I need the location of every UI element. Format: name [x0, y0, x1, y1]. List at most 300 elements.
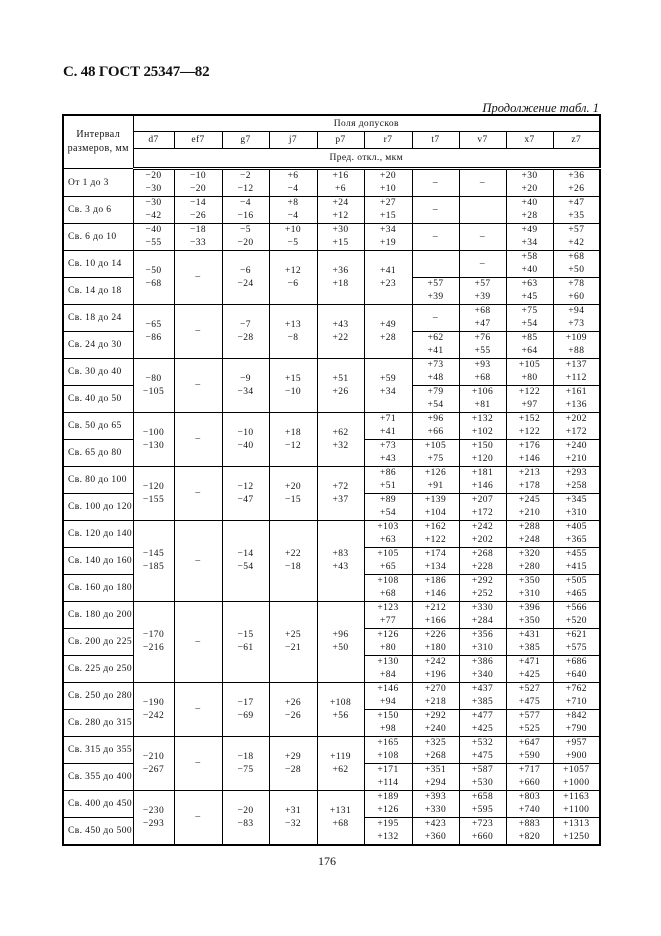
lower-deviation: −5	[287, 238, 299, 248]
lower-deviation: +64	[521, 346, 538, 356]
upper-deviation: −10	[189, 171, 207, 181]
interval-label: Св. 50 до 65	[63, 413, 133, 440]
cell-v7	[459, 251, 506, 278]
lower-deviation: +252	[471, 589, 494, 599]
upper-deviation: +139	[424, 495, 447, 505]
cell-z7	[553, 737, 600, 764]
upper-deviation: +162	[424, 522, 447, 532]
upper-deviation: +122	[518, 387, 541, 397]
cell-t7	[412, 656, 459, 683]
cell-p7	[317, 305, 364, 359]
lower-deviation: +112	[565, 373, 587, 383]
cell-t7	[412, 197, 459, 224]
upper-deviation: −18	[189, 225, 207, 235]
upper-deviation: +330	[471, 603, 494, 613]
cell-p7	[317, 602, 364, 683]
lower-deviation: −75	[237, 764, 254, 775]
lower-deviation: +50	[568, 265, 585, 275]
cell-z7	[553, 440, 600, 467]
cell-z7	[553, 629, 600, 656]
lower-deviation: +50	[332, 643, 349, 653]
upper-deviation: +658	[471, 792, 494, 802]
column-header-z7: z7	[553, 132, 600, 149]
lower-deviation: +365	[565, 535, 587, 545]
cell-v7	[459, 359, 506, 386]
cell-r7	[364, 467, 412, 494]
lower-deviation: +350	[518, 616, 541, 626]
lower-deviation: −61	[237, 643, 254, 653]
upper-deviation: +437	[471, 684, 494, 694]
lower-deviation: +40	[521, 265, 538, 275]
upper-deviation: +245	[518, 495, 541, 505]
lower-deviation: −10	[284, 386, 302, 397]
lower-deviation: +12	[332, 211, 349, 221]
upper-deviation: +105	[424, 441, 447, 451]
cell-t7	[412, 169, 459, 197]
lower-deviation: +10	[379, 184, 397, 194]
upper-deviation: +62	[427, 333, 444, 343]
upper-deviation: +105	[518, 360, 541, 370]
lower-deviation: −130	[142, 440, 165, 451]
lower-deviation: −16	[237, 211, 254, 221]
upper-deviation: +957	[565, 738, 587, 748]
table-row	[63, 602, 600, 629]
upper-deviation: +108	[329, 697, 352, 708]
interval-label: Св. 40 до 50	[63, 386, 133, 413]
upper-deviation: +105	[377, 549, 399, 559]
interval-label: Св. 65 до 80	[63, 440, 133, 467]
lower-deviation: −40	[237, 440, 254, 451]
cell-r7	[364, 359, 412, 413]
upper-deviation: +1313	[563, 819, 590, 829]
lower-deviation: +120	[471, 454, 494, 464]
cell-r7	[364, 494, 412, 521]
upper-deviation: +8	[287, 198, 299, 208]
lower-deviation: +108	[377, 751, 399, 761]
cell-g7	[222, 413, 269, 467]
upper-deviation: +292	[424, 711, 447, 721]
page-number: 176	[318, 854, 336, 868]
lower-deviation: +310	[518, 589, 541, 599]
lower-deviation: +595	[471, 805, 494, 815]
lower-deviation: +62	[332, 764, 349, 775]
lower-deviation: +60	[568, 292, 585, 302]
lower-deviation: −4	[287, 184, 299, 194]
lower-deviation: −28	[237, 332, 254, 343]
lower-deviation: +34	[521, 238, 538, 248]
lower-deviation: +310	[471, 643, 494, 653]
lower-deviation: −28	[284, 764, 302, 775]
cell-z7	[553, 305, 600, 332]
upper-deviation: +242	[424, 657, 447, 667]
upper-deviation: +842	[565, 711, 587, 721]
lower-deviation: +122	[424, 535, 447, 545]
cell-j7	[269, 521, 317, 602]
upper-deviation: +20	[379, 171, 397, 181]
upper-deviation: +57	[474, 279, 491, 289]
lower-deviation: +146	[518, 454, 541, 464]
lower-deviation: −21	[284, 643, 302, 653]
upper-deviation: +75	[521, 306, 538, 316]
cell-ef7	[174, 467, 222, 521]
upper-deviation: −18	[237, 751, 254, 762]
lower-deviation: +258	[565, 481, 587, 491]
table-row	[63, 791, 600, 818]
upper-deviation: +195	[377, 819, 399, 829]
interval-label: Св. 160 до 180	[63, 575, 133, 602]
upper-deviation: +57	[568, 225, 585, 235]
cell-j7	[269, 413, 317, 467]
cell-x7	[506, 656, 553, 683]
lower-deviation: +218	[424, 697, 447, 707]
cell-x7	[506, 332, 553, 359]
column-header-v7: v7	[459, 132, 506, 149]
interval-label: Св. 315 до 355	[63, 737, 133, 764]
upper-deviation: +150	[471, 441, 494, 451]
upper-deviation: +6	[287, 171, 299, 181]
cell-v7	[459, 818, 506, 846]
table-continuation-caption: Продолжение табл. 1	[482, 101, 599, 115]
lower-deviation: +98	[379, 724, 397, 734]
interval-label: От 1 до 3	[63, 169, 133, 197]
lower-deviation: +475	[471, 751, 494, 761]
column-header-t7: t7	[412, 132, 459, 149]
lower-deviation: −155	[142, 494, 165, 505]
lower-deviation: +385	[518, 643, 541, 653]
upper-deviation: −9	[240, 373, 251, 384]
upper-deviation: +293	[565, 468, 587, 478]
cell-g7	[222, 197, 269, 224]
upper-deviation: +212	[424, 603, 447, 613]
cell-z7	[553, 764, 600, 791]
cell-p7	[317, 251, 364, 305]
upper-deviation: +126	[377, 630, 399, 640]
table-row	[63, 467, 600, 494]
cell-d7	[133, 683, 174, 737]
cell-v7	[459, 169, 506, 197]
upper-deviation: −20	[145, 171, 162, 181]
cell-r7	[364, 305, 412, 359]
cell-g7	[222, 305, 269, 359]
upper-deviation: +150	[377, 711, 399, 721]
lower-deviation: +640	[565, 670, 587, 680]
upper-deviation: +325	[424, 738, 447, 748]
upper-deviation: +803	[518, 792, 541, 802]
upper-deviation: –	[432, 312, 439, 323]
lower-deviation: +1250	[563, 832, 590, 842]
lower-deviation: +660	[518, 778, 541, 788]
lower-deviation: +294	[424, 778, 447, 788]
cell-z7	[553, 386, 600, 413]
cell-g7	[222, 791, 269, 846]
upper-deviation: +94	[568, 306, 585, 316]
upper-deviation: +527	[518, 684, 541, 694]
cell-r7	[364, 548, 412, 575]
interval-label: Св. 250 до 280	[63, 683, 133, 710]
cell-r7	[364, 737, 412, 764]
upper-deviation: +36	[332, 265, 349, 276]
cell-t7	[412, 710, 459, 737]
column-header-d7: d7	[133, 132, 174, 149]
upper-deviation: –	[195, 636, 201, 647]
cell-z7	[553, 575, 600, 602]
lower-deviation: +210	[518, 508, 541, 518]
upper-deviation: +76	[474, 333, 491, 343]
upper-deviation: +109	[565, 333, 587, 343]
lower-deviation: +196	[424, 670, 447, 680]
upper-deviation: +242	[471, 522, 494, 532]
interval-label: Св. 200 до 225	[63, 629, 133, 656]
cell-v7	[459, 386, 506, 413]
cell-z7	[553, 197, 600, 224]
upper-deviation: +165	[377, 738, 399, 748]
cell-r7	[364, 575, 412, 602]
upper-deviation: +350	[518, 576, 541, 586]
lower-deviation: +284	[471, 616, 494, 626]
lower-deviation: −18	[284, 562, 302, 572]
cell-p7	[317, 224, 364, 251]
cell-t7	[412, 413, 459, 440]
upper-deviation: +131	[329, 805, 352, 816]
lower-deviation: +114	[377, 778, 399, 788]
lower-deviation: +425	[518, 670, 541, 680]
upper-deviation: +40	[521, 198, 538, 208]
cell-ef7	[174, 791, 222, 846]
upper-deviation: −230	[142, 805, 165, 816]
cell-t7	[412, 278, 459, 305]
lower-deviation: +340	[471, 670, 494, 680]
cell-x7	[506, 251, 553, 278]
lower-deviation: −33	[189, 238, 207, 248]
upper-deviation: +47	[568, 198, 585, 208]
lower-deviation: +790	[565, 724, 587, 734]
lower-deviation: −20	[189, 184, 207, 194]
cell-v7	[459, 494, 506, 521]
upper-deviation: −80	[145, 373, 162, 384]
lower-deviation: −4	[287, 211, 299, 221]
lower-deviation: +81	[474, 400, 491, 410]
lower-deviation: −15	[284, 494, 302, 505]
cell-t7	[412, 440, 459, 467]
upper-deviation: −2	[240, 171, 251, 181]
upper-deviation: +106	[471, 387, 494, 397]
upper-deviation: +96	[332, 630, 349, 640]
cell-j7	[269, 467, 317, 521]
upper-deviation: +471	[518, 657, 541, 667]
upper-deviation: +723	[471, 819, 494, 829]
upper-deviation: +189	[377, 792, 399, 802]
cell-ef7	[174, 521, 222, 602]
upper-deviation: +386	[471, 657, 494, 667]
lower-deviation: +122	[518, 427, 541, 437]
cell-x7	[506, 224, 553, 251]
cell-z7	[553, 278, 600, 305]
cell-z7	[553, 710, 600, 737]
lower-deviation: −6	[287, 278, 299, 289]
cell-x7	[506, 737, 553, 764]
upper-deviation: +20	[284, 481, 302, 492]
lower-deviation: +26	[332, 386, 349, 397]
interval-label: Св. 225 до 250	[63, 656, 133, 683]
cell-t7	[412, 305, 459, 332]
upper-deviation: +51	[332, 373, 349, 384]
upper-deviation: +431	[518, 630, 541, 640]
lower-deviation: −54	[237, 562, 254, 572]
table-row	[63, 197, 600, 224]
lower-deviation: −30	[145, 184, 162, 194]
cell-j7	[269, 305, 317, 359]
cell-z7	[553, 413, 600, 440]
lower-deviation: −293	[142, 818, 165, 829]
cell-t7	[412, 764, 459, 791]
cell-z7	[553, 169, 600, 197]
lower-deviation: +32	[332, 440, 349, 451]
upper-deviation: +1163	[563, 792, 590, 802]
lower-deviation: +88	[568, 346, 585, 356]
lower-deviation: +146	[424, 589, 447, 599]
cell-t7	[412, 818, 459, 846]
lower-deviation: +68	[474, 373, 491, 383]
interval-label: Св. 400 до 450	[63, 791, 133, 818]
cell-t7	[412, 602, 459, 629]
lower-deviation: +132	[377, 832, 399, 842]
upper-deviation: +883	[518, 819, 541, 829]
lower-deviation: +210	[565, 454, 587, 464]
upper-deviation: −145	[142, 549, 165, 559]
lower-deviation: +590	[518, 751, 541, 761]
upper-deviation: −100	[142, 427, 165, 438]
cell-t7	[412, 521, 459, 548]
cell-z7	[553, 332, 600, 359]
upper-deviation: +181	[471, 468, 494, 478]
upper-deviation: –	[432, 177, 439, 188]
lower-deviation: +43	[379, 454, 397, 464]
cell-x7	[506, 359, 553, 386]
cell-d7	[133, 224, 174, 251]
table-row	[63, 683, 600, 710]
cell-p7	[317, 737, 364, 791]
upper-deviation: −190	[142, 697, 165, 708]
upper-deviation: +587	[471, 765, 494, 775]
upper-deviation: +393	[424, 792, 447, 802]
cell-d7	[133, 791, 174, 846]
lower-deviation: +820	[518, 832, 541, 842]
table-row	[63, 521, 600, 548]
upper-deviation: +68	[474, 306, 491, 316]
cell-p7	[317, 169, 364, 197]
cell-d7	[133, 251, 174, 305]
cell-x7	[506, 440, 553, 467]
cell-p7	[317, 413, 364, 467]
cell-g7	[222, 251, 269, 305]
upper-deviation: +18	[284, 427, 302, 438]
interval-label: Св. 24 до 30	[63, 332, 133, 359]
upper-deviation: +213	[518, 468, 541, 478]
upper-deviation: −170	[142, 630, 165, 640]
interval-label: Св. 14 до 18	[63, 278, 133, 305]
lower-deviation: +41	[427, 346, 444, 356]
lower-deviation: +15	[332, 238, 349, 248]
cell-t7	[412, 629, 459, 656]
cell-v7	[459, 305, 506, 332]
cell-t7	[412, 224, 459, 251]
upper-deviation: −210	[142, 751, 165, 762]
cell-t7	[412, 494, 459, 521]
upper-deviation: +345	[565, 495, 587, 505]
upper-deviation: +10	[284, 225, 302, 235]
lower-deviation: +228	[471, 562, 494, 572]
lower-deviation: +77	[379, 616, 397, 626]
lower-deviation: +15	[379, 211, 397, 221]
cell-v7	[459, 224, 506, 251]
lower-deviation: +740	[518, 805, 541, 815]
cell-z7	[553, 602, 600, 629]
upper-deviation: +30	[332, 225, 349, 235]
upper-deviation: +93	[474, 360, 491, 370]
lower-deviation: +166	[424, 616, 447, 626]
upper-deviation: +132	[471, 414, 494, 424]
lower-deviation: +39	[474, 292, 491, 302]
upper-deviation: +103	[377, 522, 399, 532]
lower-deviation: +94	[379, 697, 397, 707]
lower-deviation: −20	[237, 238, 254, 248]
upper-deviation: +621	[565, 630, 587, 640]
upper-deviation: +15	[284, 373, 302, 384]
cell-p7	[317, 791, 364, 846]
lower-deviation: +530	[471, 778, 494, 788]
cell-x7	[506, 305, 553, 332]
lower-deviation: +22	[332, 332, 349, 343]
upper-deviation: +89	[379, 495, 397, 505]
upper-deviation: −50	[145, 265, 162, 276]
lower-deviation: +330	[424, 805, 447, 815]
upper-deviation: +762	[565, 684, 587, 694]
cell-t7	[412, 332, 459, 359]
lower-deviation: −34	[237, 386, 254, 397]
upper-deviation: –	[195, 434, 201, 444]
upper-deviation: +176	[518, 441, 541, 451]
lower-deviation: +75	[427, 454, 444, 464]
upper-deviation: +356	[471, 630, 494, 640]
table-row	[63, 359, 600, 386]
lower-deviation: +710	[565, 697, 587, 707]
upper-deviation: +25	[284, 630, 302, 640]
lower-deviation: +385	[471, 697, 494, 707]
upper-deviation: −5	[240, 225, 251, 235]
cell-t7	[412, 251, 459, 278]
upper-deviation: −120	[142, 481, 165, 492]
interval-label: Св. 120 до 140	[63, 521, 133, 548]
upper-deviation: +41	[379, 265, 397, 276]
upper-deviation: −15	[237, 630, 254, 640]
tolerance-table	[62, 114, 601, 846]
lower-deviation: +84	[379, 670, 397, 680]
cell-t7	[412, 575, 459, 602]
cell-z7	[553, 224, 600, 251]
upper-deviation: +288	[518, 522, 541, 532]
lower-deviation: +56	[332, 710, 349, 721]
upper-deviation: +13	[284, 319, 302, 330]
upper-deviation: +423	[424, 819, 447, 829]
cell-x7	[506, 575, 553, 602]
cell-r7	[364, 629, 412, 656]
lower-deviation: +42	[568, 238, 585, 248]
cell-g7	[222, 467, 269, 521]
lower-deviation: +68	[379, 589, 397, 599]
lower-deviation: +1100	[563, 805, 590, 815]
cell-j7	[269, 602, 317, 683]
cell-j7	[269, 359, 317, 413]
